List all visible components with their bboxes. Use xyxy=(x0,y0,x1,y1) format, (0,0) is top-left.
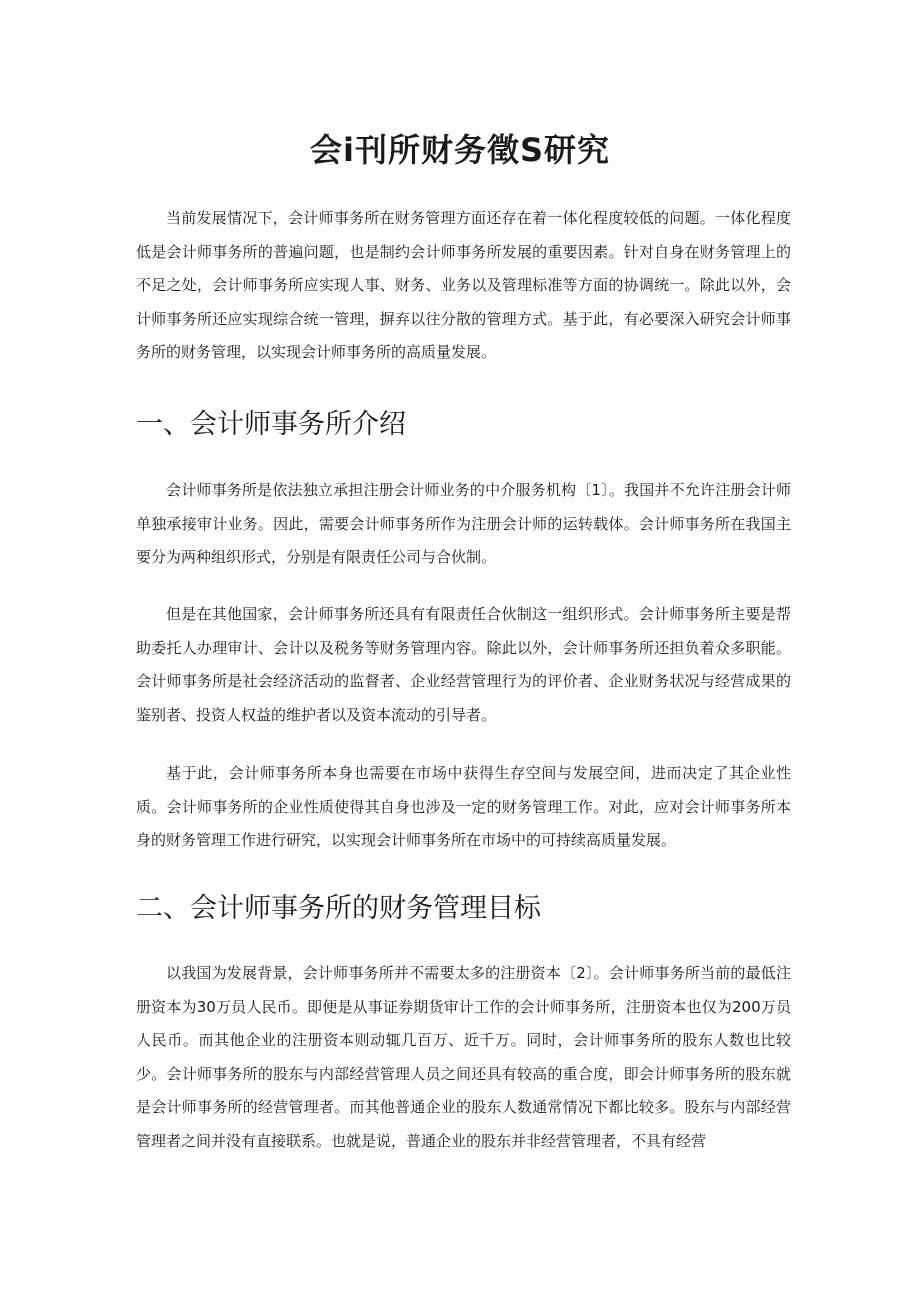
section-1-heading: 一、会计师事务所介绍 xyxy=(136,409,406,440)
document-title: 会i刊所财务徵S研究 xyxy=(309,131,611,169)
section-1-paragraph-1: 会计师事务所是依法独立承担注册会计师业务的中介服务机构〔1〕。我国并不允许注册会计师单独承接审计业务。因此，需要会计师事务所作为注册会计师的运转载体。会计师事务所在我国主要分为两种组织形式，分别是有限责任公司与合伙制。 xyxy=(136,481,791,566)
section-1-paragraph-2: 但是在其他国家，会计师事务所还具有有限责任合伙制这一组织形式。会计师事务所主要是帮助委托人办理审计、会计以及税务等财务管理内容。除此以外，会计师事务所还担负着众多职能。会计师事务所是社会经济活动的监督者、企业经营管理行为的评价者、企业财务状况与经营成果的鉴别者、投资人权益的维护者以及资本流动的引导者。 xyxy=(136,605,791,724)
section-2-heading: 二、会计师事务所的财务管理目标 xyxy=(136,893,541,924)
section-2-paragraph-1: 以我国为发展背景，会计师事务所并不需要太多的注册资本〔2〕。会计师事务所当前的最低注册资本为30万员人民币。即便是从事证券期货审计工作的会计师事务所，注册资本也仅为200万员人民币。而其他企业的注册资本则动辄几百万、近千万。同时，会计师事务所的股东人数也比较少。会计师事务所的股东与内部经营管理人员之间还具有较高的重合度，即会计师事务所的股东就是会计师事务所的经营管理者。而其他普通企业的股东人数通常情况下都比较多。股东与内部经营管理者之间并没有直接联系。也就是说，普通企业的股东并非经营管理者，不具有经营 xyxy=(136,964,791,1150)
section-1-paragraph-3: 基于此，会计师事务所本身也需要在市场中获得生存空间与发展空间，进而决定了其企业性质。会计师事务所的企业性质使得其自身也涉及一定的财务管理工作。对此，应对会计师事务所本身的财务管理工作进行研究，以实现会计师事务所在市场中的可持续高质量发展。 xyxy=(136,764,791,849)
intro-paragraph: 当前发展情况下，会计师事务所在财务管理方面还存在着一体化程度较低的问题。一体化程度低是会计师事务所的普遍问题，也是制约会计师事务所发展的重要因素。针对自身在财务管理上的不足之处，会计师事务所应实现人事、财务、业务以及管理标准等方面的协调统一。除此以外，会计师事务所还应实现综合统一管理，摒弃以往分散的管理方式。基于此，有必要深入研究会计师事务所的财务管理，以实现会计师事务所的高质量发展。 xyxy=(136,209,791,361)
